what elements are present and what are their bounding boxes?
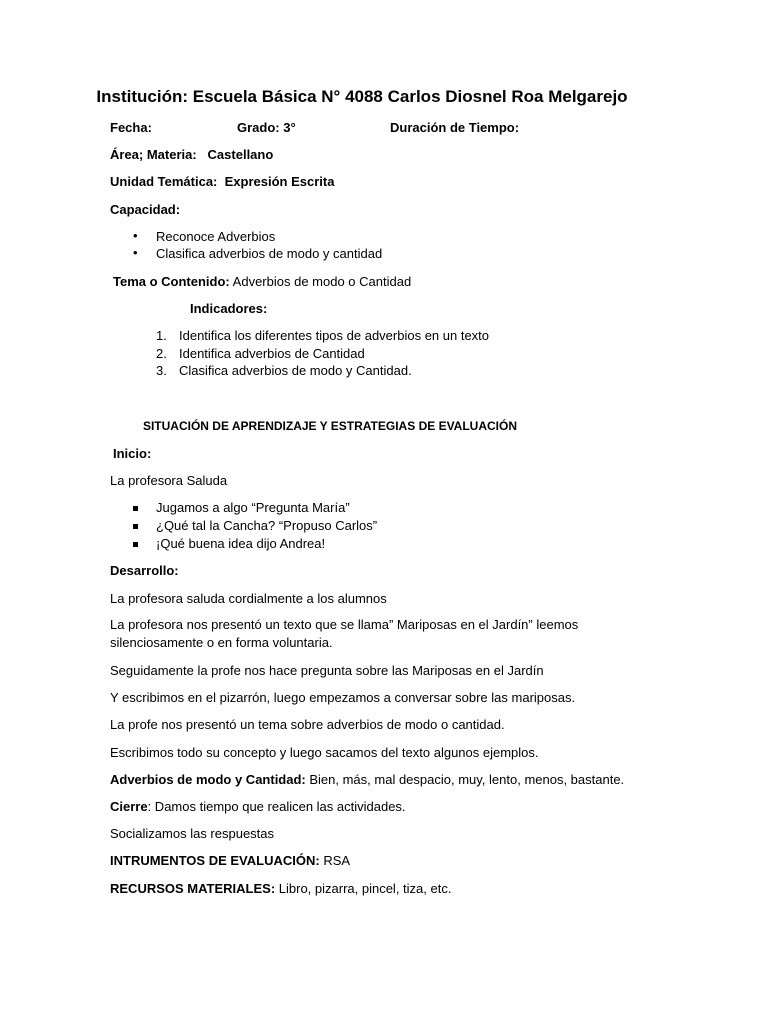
desarrollo-paragraph: La profesora nos presentó un texto que se llama” Mariposas en el Jardín” leemos bbox=[110, 617, 579, 632]
grado-label: Grado: 3° bbox=[237, 120, 296, 135]
tema-label: Tema o Contenido: bbox=[113, 274, 230, 289]
recursos-label: RECURSOS MATERIALES: bbox=[110, 881, 276, 896]
desarrollo-paragraph: Escribimos todo su concepto y luego sacamos del texto algunos ejemplos. bbox=[110, 745, 539, 760]
tema-value: Adverbios de modo o Cantidad bbox=[232, 274, 412, 289]
capacidad-item: Clasifica adverbios de modo y cantidad bbox=[156, 246, 383, 261]
desarrollo-paragraph: silenciosamente o en forma voluntaria. bbox=[110, 635, 333, 650]
indicador-item: Clasifica adverbios de modo y Cantidad. bbox=[179, 363, 412, 378]
indicador-number: 3. bbox=[156, 363, 167, 378]
unidad-value: Expresión Escrita bbox=[224, 174, 335, 189]
duracion-label: Duración de Tiempo: bbox=[390, 120, 520, 135]
section-heading: SITUACIÓN DE APRENDIZAJE Y ESTRATEGIAS DE EVALUACIÓN bbox=[142, 419, 518, 433]
fecha-label: Fecha: bbox=[110, 120, 152, 135]
inicio-item: ¿Qué tal la Cancha? “Propuso Carlos” bbox=[156, 518, 378, 533]
instrumentos-value: RSA bbox=[319, 853, 351, 868]
square-bullet bbox=[133, 542, 138, 547]
area-label: Área; Materia: bbox=[110, 147, 197, 162]
desarrollo-label: Desarrollo: bbox=[110, 563, 179, 578]
cierre-value: : Damos tiempo que realicen las actividades. bbox=[147, 799, 406, 814]
cierre-label: Cierre bbox=[110, 799, 148, 814]
indicador-number: 2. bbox=[156, 346, 167, 361]
adverbios-line bbox=[110, 772, 624, 788]
desarrollo-paragraph: Y escribimos en el pizarrón, luego empezamos a conversar sobre las mariposas. bbox=[110, 690, 576, 705]
desarrollo-paragraph: La profe nos presentó un tema sobre adverbios de modo o cantidad. bbox=[110, 717, 505, 732]
desarrollo-paragraph: Seguidamente la profe nos hace pregunta sobre las Mariposas en el Jardín bbox=[110, 663, 544, 678]
indicador-number: 1. bbox=[156, 328, 167, 343]
area-line bbox=[110, 147, 273, 163]
indicador-item: Identifica adverbios de Cantidad bbox=[179, 346, 365, 361]
tema-line bbox=[113, 274, 411, 290]
cierre-line bbox=[110, 799, 406, 815]
adverbios-value: Bien, más, mal despacio, muy, lento, menos, bastante. bbox=[305, 772, 625, 787]
indicador-item: Identifica los diferentes tipos de adverbios en un texto bbox=[179, 328, 490, 343]
socializamos-line: Socializamos las respuestas bbox=[110, 826, 275, 841]
adverbios-label: Adverbios de modo y Cantidad: bbox=[110, 772, 306, 787]
document-title: Institución: Escuela Básica N° 4088 Carlos Diosnel Roa Melgarejo bbox=[96, 87, 628, 106]
bullet-dot: • bbox=[133, 228, 138, 243]
inicio-label: Inicio: bbox=[113, 446, 152, 461]
recursos-value: Libro, pizarra, pincel, tiza, etc. bbox=[275, 881, 452, 896]
area-value: Castellano bbox=[207, 147, 274, 162]
desarrollo-paragraph: La profesora saluda cordialmente a los alumnos bbox=[110, 591, 387, 606]
indicadores-label: Indicadores: bbox=[190, 301, 268, 316]
square-bullet bbox=[133, 506, 138, 511]
inicio-intro: La profesora Saluda bbox=[110, 473, 228, 488]
inicio-item: ¡Qué buena idea dijo Andrea! bbox=[156, 536, 326, 551]
capacidad-label: Capacidad: bbox=[110, 202, 181, 217]
bullet-dot: • bbox=[133, 245, 138, 260]
instrumentos-label: INTRUMENTOS DE EVALUACIÓN: bbox=[110, 853, 320, 868]
square-bullet bbox=[133, 524, 138, 529]
unidad-label: Unidad Temática: bbox=[110, 174, 218, 189]
instrumentos-line bbox=[110, 853, 350, 869]
unidad-line bbox=[110, 174, 334, 190]
capacidad-item: Reconoce Adverbios bbox=[156, 229, 276, 244]
recursos-line bbox=[110, 881, 451, 897]
inicio-item: Jugamos a algo “Pregunta María” bbox=[156, 500, 350, 515]
